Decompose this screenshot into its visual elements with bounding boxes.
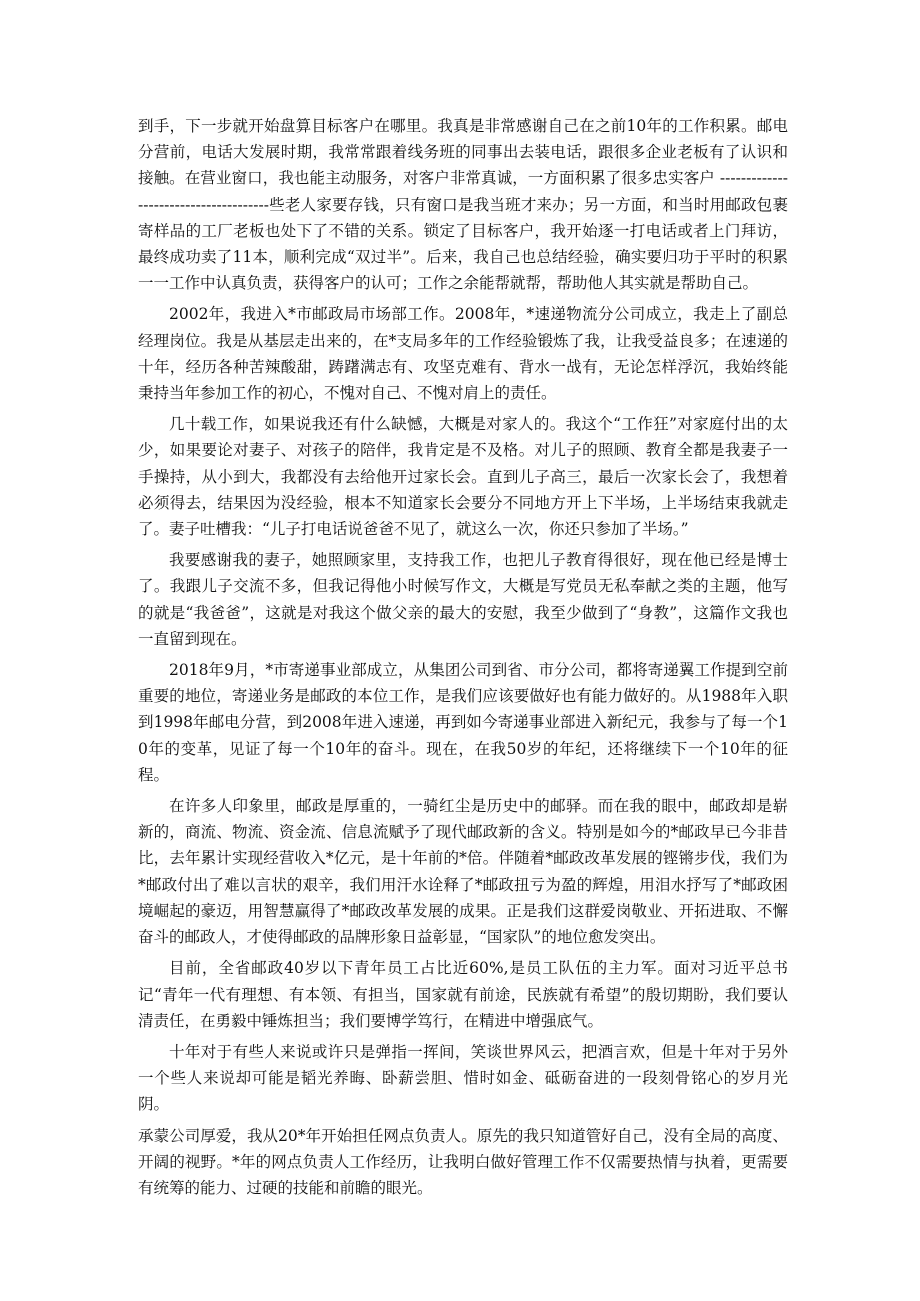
paragraph-8: 十年对于有些人来说或许只是弹指一挥间，笑谈世界风云，把酒言欢，但是十年对于另外一个些人来说却可能是韬光养晦、卧薪尝胆、惜时如金、砥砺奋进的一段刻骨铭心的岁月光阴。: [138, 1042, 788, 1114]
paragraph-4: 我要感谢我的妻子，她照顾家里，支持我工作，也把儿子教育得很好，现在他已经是博士了。我跟儿子交流不多，但我记得他小时候写作文，大概是写党员无私奉献之类的主题，他写的就是“我爸爸”，这就是对我这个做父亲的最大的安慰，我至少做到了“身教”，这篇作文我也一直留到现在。: [138, 551, 788, 648]
paragraph-9: 承蒙公司厚爱，我从20*年开始担任网点负责人。原先的我只知道管好自己，没有全局的高度、开阔的视野。*年的网点负责人工作经历，让我明白做好管理工作不仅需要热情与执着，更需要有统筹的能力、过硬的技能和前瞻的眼光。: [138, 1126, 788, 1197]
paragraph-3: 几十载工作，如果说我还有什么缺憾，大概是对家人的。我这个“工作狂”对家庭付出的太少，如果要论对妻子、对孩子的陪伴，我肯定是不及格。对儿子的照顾、教育全都是我妻子一手操持，从小到大，我都没有去给他开过家长会。直到儿子高三，最后一次家长会了，我想着必须得去，结果因为没经验，根本不知道家长会要分不同地方开上下半场，上半场结束我就走了。妻子吐槽我：“儿子打电话说爸爸不见了，就这么一次，你还只参加了半场。”: [138, 415, 788, 539]
document-page: [138, 113, 788, 1206]
paragraph-1: 到手，下一步就开始盘算目标客户在哪里。我真是非常感谢自己在之前10年的工作积累。邮电分营前，电话大发展时期，我常常跟着线务班的同事出去装电话，跟很多企业老板有了认识和接触。在营业窗口，我也能主动服务，对客户非常真诚，一方面积累了很多忠实客户 --------------------------------------些老人家要存钱，只有窗口是我当班才来办；另一方面，和当时用邮政包裹寄样品的工厂老板也处下了不错的关系。锁定了目标客户，我开始逐一打电话或者上门拜访，最终成功卖了11本，顺利完成“双过半”。后来，我自己也总结经验，确实要归功于平时的积累一一工作中认真负责，获得客户的认可；工作之余能帮就帮，帮助他人其实就是帮助自己。: [138, 117, 788, 293]
paragraph-7: 目前，全省邮政40岁以下青年员工占比近60%,是员工队伍的主力军。面对习近平总书记“青年一代有理想、有本领、有担当，国家就有前途，民族就有希望”的殷切期盼，我们要认清责任，在勇毅中锤炼担当；我们要博学笃行，在精进中增强底气。: [138, 959, 788, 1030]
paragraph-2: 2002年，我进入*市邮政局市场部工作。2008年，*速递物流分公司成立，我走上了副总经理岗位。我是从基层走出来的，在*支局多年的工作经验锻炼了我，让我受益良多；在速递的十年，经历各种苦辣酸甜，踌躇满志有、攻坚克难有、背水一战有，无论怎样浮沉，我始终能秉持当年参加工作的初心，不愧对自己、不愧对肩上的责任。: [138, 305, 788, 403]
paragraph-6: 在许多人印象里，邮政是厚重的，一骑红尘是历史中的邮驿。而在我的眼中，邮政却是崭新的，商流、物流、资金流、信息流赋予了现代邮政新的含义。特别是如今的*邮政早已今非昔比，去年累计实现经营收入*亿元，是十年前的*倍。伴随着*邮政改革发展的铿锵步伐，我们为*邮政付出了难以言状的艰辛，我们用汗水诠释了*邮政扭亏为盈的辉煌，用泪水抒写了*邮政困境崛起的豪迈，用智慧赢得了*邮政改革发展的成果。正是我们这群爱岗敬业、开拓进取、不懈奋斗的邮政人，才使得邮政的品牌形象日益彰显，“国家队”的地位愈发突出。: [138, 797, 788, 947]
paragraph-5: 2018年9月，*市寄递事业部成立，从集团公司到省、市分公司，都将寄递翼工作提到空前重要的地位，寄递业务是邮政的本位工作，是我们应该要做好也有能力做好的。从1988年入职到1998年邮电分营，到2008年进入速递，再到如今寄递事业部进入新纪元，我参与了每一个10年的变革，见证了每一个10年的奋斗。现在，在我50岁的年纪，还将继续下一个10年的征程。: [138, 661, 788, 784]
